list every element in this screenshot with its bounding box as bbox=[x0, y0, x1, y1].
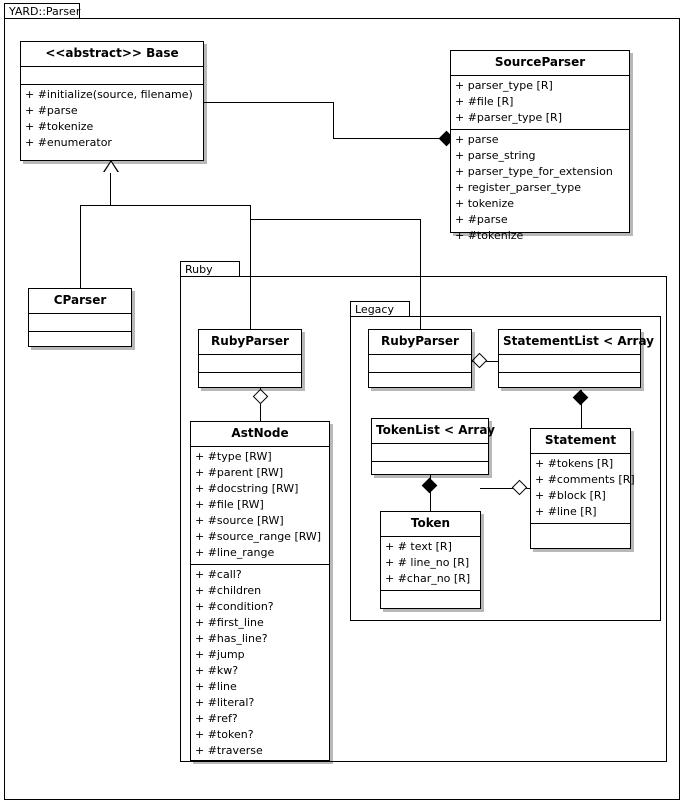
class-member: + #children bbox=[195, 584, 262, 597]
class-member: + #parser_type [R] bbox=[455, 111, 562, 124]
class-operations-cparser bbox=[29, 332, 131, 350]
class-attributes-statementlist bbox=[499, 355, 640, 373]
class-attributes-cparser bbox=[29, 314, 131, 332]
class-operations-token bbox=[381, 591, 480, 609]
class-operations-astnode bbox=[191, 565, 329, 762]
edge-gen-to-cparser bbox=[80, 205, 81, 288]
class-attributes-legacy-rubyparser bbox=[369, 355, 471, 373]
class-member: + #file [R] bbox=[455, 95, 514, 108]
edge-gen-bar bbox=[80, 205, 250, 206]
class-member: + #tokenize bbox=[25, 120, 94, 133]
class-title-cparser: CParser bbox=[29, 289, 131, 314]
class-box-cparser[interactable] bbox=[28, 288, 132, 347]
class-member: + #file [RW] bbox=[195, 498, 264, 511]
class-member: + #parse bbox=[455, 213, 508, 226]
class-title-tokenlist: TokenList < Array bbox=[372, 419, 488, 444]
class-box-legacy-rubyparser[interactable] bbox=[368, 329, 472, 388]
class-member: + parser_type_for_extension bbox=[455, 165, 613, 178]
class-member: + #has_line? bbox=[195, 632, 268, 645]
class-member: + register_parser_type bbox=[455, 181, 581, 194]
class-member: + #source_range [RW] bbox=[195, 530, 322, 543]
class-operations-base bbox=[21, 85, 203, 154]
class-member: + # line_no [R] bbox=[385, 556, 470, 569]
class-box-base[interactable] bbox=[20, 41, 204, 161]
class-title-legacy-rubyparser: RubyParser bbox=[369, 330, 471, 355]
class-attributes-sourceparser bbox=[451, 76, 629, 130]
edge-base-sourceparser-seg1 bbox=[204, 102, 333, 103]
class-title-statementlist: StatementList < Array bbox=[499, 330, 640, 355]
class-member: + #enumerator bbox=[25, 136, 112, 149]
class-operations-ruby-rubyparser bbox=[199, 373, 301, 391]
class-attributes-base bbox=[21, 67, 203, 85]
class-member: + #kw? bbox=[195, 664, 239, 677]
class-member: + #parse bbox=[25, 104, 78, 117]
edge-gen-to-legacy-rubyparser bbox=[420, 219, 421, 329]
class-attributes-astnode bbox=[191, 447, 329, 565]
class-box-ruby-rubyparser[interactable] bbox=[198, 329, 302, 388]
class-member: + #comments [R] bbox=[535, 473, 635, 486]
class-operations-legacy-rubyparser bbox=[369, 373, 471, 391]
class-member: + #line bbox=[195, 680, 237, 693]
class-operations-statement bbox=[531, 524, 630, 542]
class-member: + parse bbox=[455, 133, 499, 146]
class-box-astnode[interactable] bbox=[190, 421, 330, 761]
class-title-statement: Statement bbox=[531, 429, 630, 454]
class-member: + parser_type [R] bbox=[455, 79, 553, 92]
class-member: + #jump bbox=[195, 648, 245, 661]
class-box-sourceparser[interactable] bbox=[450, 50, 630, 242]
edge-gen-bar-legacy bbox=[250, 219, 420, 220]
class-member: + #traverse bbox=[195, 744, 263, 757]
class-box-tokenlist[interactable] bbox=[371, 418, 495, 475]
class-member: + #call? bbox=[195, 568, 242, 581]
class-member: + # text [R] bbox=[385, 540, 452, 553]
class-member: + #ref? bbox=[195, 712, 238, 725]
generalization-arrow-inner bbox=[104, 162, 118, 173]
class-title-token: Token bbox=[381, 512, 480, 537]
class-attributes-tokenlist bbox=[372, 444, 488, 462]
class-member: + parse_string bbox=[455, 149, 536, 162]
class-member: + #first_line bbox=[195, 616, 264, 629]
class-title-astnode: AstNode bbox=[191, 422, 329, 447]
edge-gen-trunk bbox=[110, 171, 111, 205]
class-member: + tokenize bbox=[455, 197, 515, 210]
class-box-statement[interactable] bbox=[530, 428, 635, 549]
class-member: + #parent [RW] bbox=[195, 466, 284, 479]
class-member: + #block [R] bbox=[535, 489, 606, 502]
class-attributes-ruby-rubyparser bbox=[199, 355, 301, 373]
class-title-ruby-rubyparser: RubyParser bbox=[199, 330, 301, 355]
class-operations-sourceparser bbox=[451, 130, 629, 247]
class-member: + #char_no [R] bbox=[385, 572, 471, 585]
package-tab-yard-parser: YARD::Parser bbox=[4, 3, 80, 19]
class-member: + #type [RW] bbox=[195, 450, 272, 463]
package-tab-legacy: Legacy bbox=[350, 301, 410, 317]
edge-gen-to-rubyparser bbox=[250, 205, 251, 329]
class-member: + #tokenize bbox=[455, 229, 524, 242]
class-member: + #line [R] bbox=[535, 505, 597, 518]
class-member: + #token? bbox=[195, 728, 254, 741]
edge-base-sourceparser-seg2 bbox=[333, 102, 334, 138]
class-attributes-token bbox=[381, 537, 480, 591]
class-operations-statementlist bbox=[499, 373, 640, 391]
class-member: + #initialize(source, filename) bbox=[25, 88, 193, 101]
class-title-base: <<abstract>> Base bbox=[21, 42, 203, 67]
class-operations-tokenlist bbox=[372, 462, 488, 480]
class-box-statementlist[interactable] bbox=[498, 329, 654, 388]
class-member: + #docstring [RW] bbox=[195, 482, 299, 495]
edge-base-sourceparser-seg3 bbox=[333, 138, 443, 139]
class-member: + #condition? bbox=[195, 600, 274, 613]
class-member: + #literal? bbox=[195, 696, 255, 709]
class-member: + #source [RW] bbox=[195, 514, 284, 527]
class-member: + #line_range bbox=[195, 546, 275, 559]
class-box-token[interactable] bbox=[380, 511, 481, 609]
class-attributes-statement bbox=[531, 454, 635, 524]
package-tab-ruby: Ruby bbox=[180, 261, 240, 277]
class-member: + #tokens [R] bbox=[535, 457, 614, 470]
class-title-sourceparser: SourceParser bbox=[451, 51, 629, 76]
